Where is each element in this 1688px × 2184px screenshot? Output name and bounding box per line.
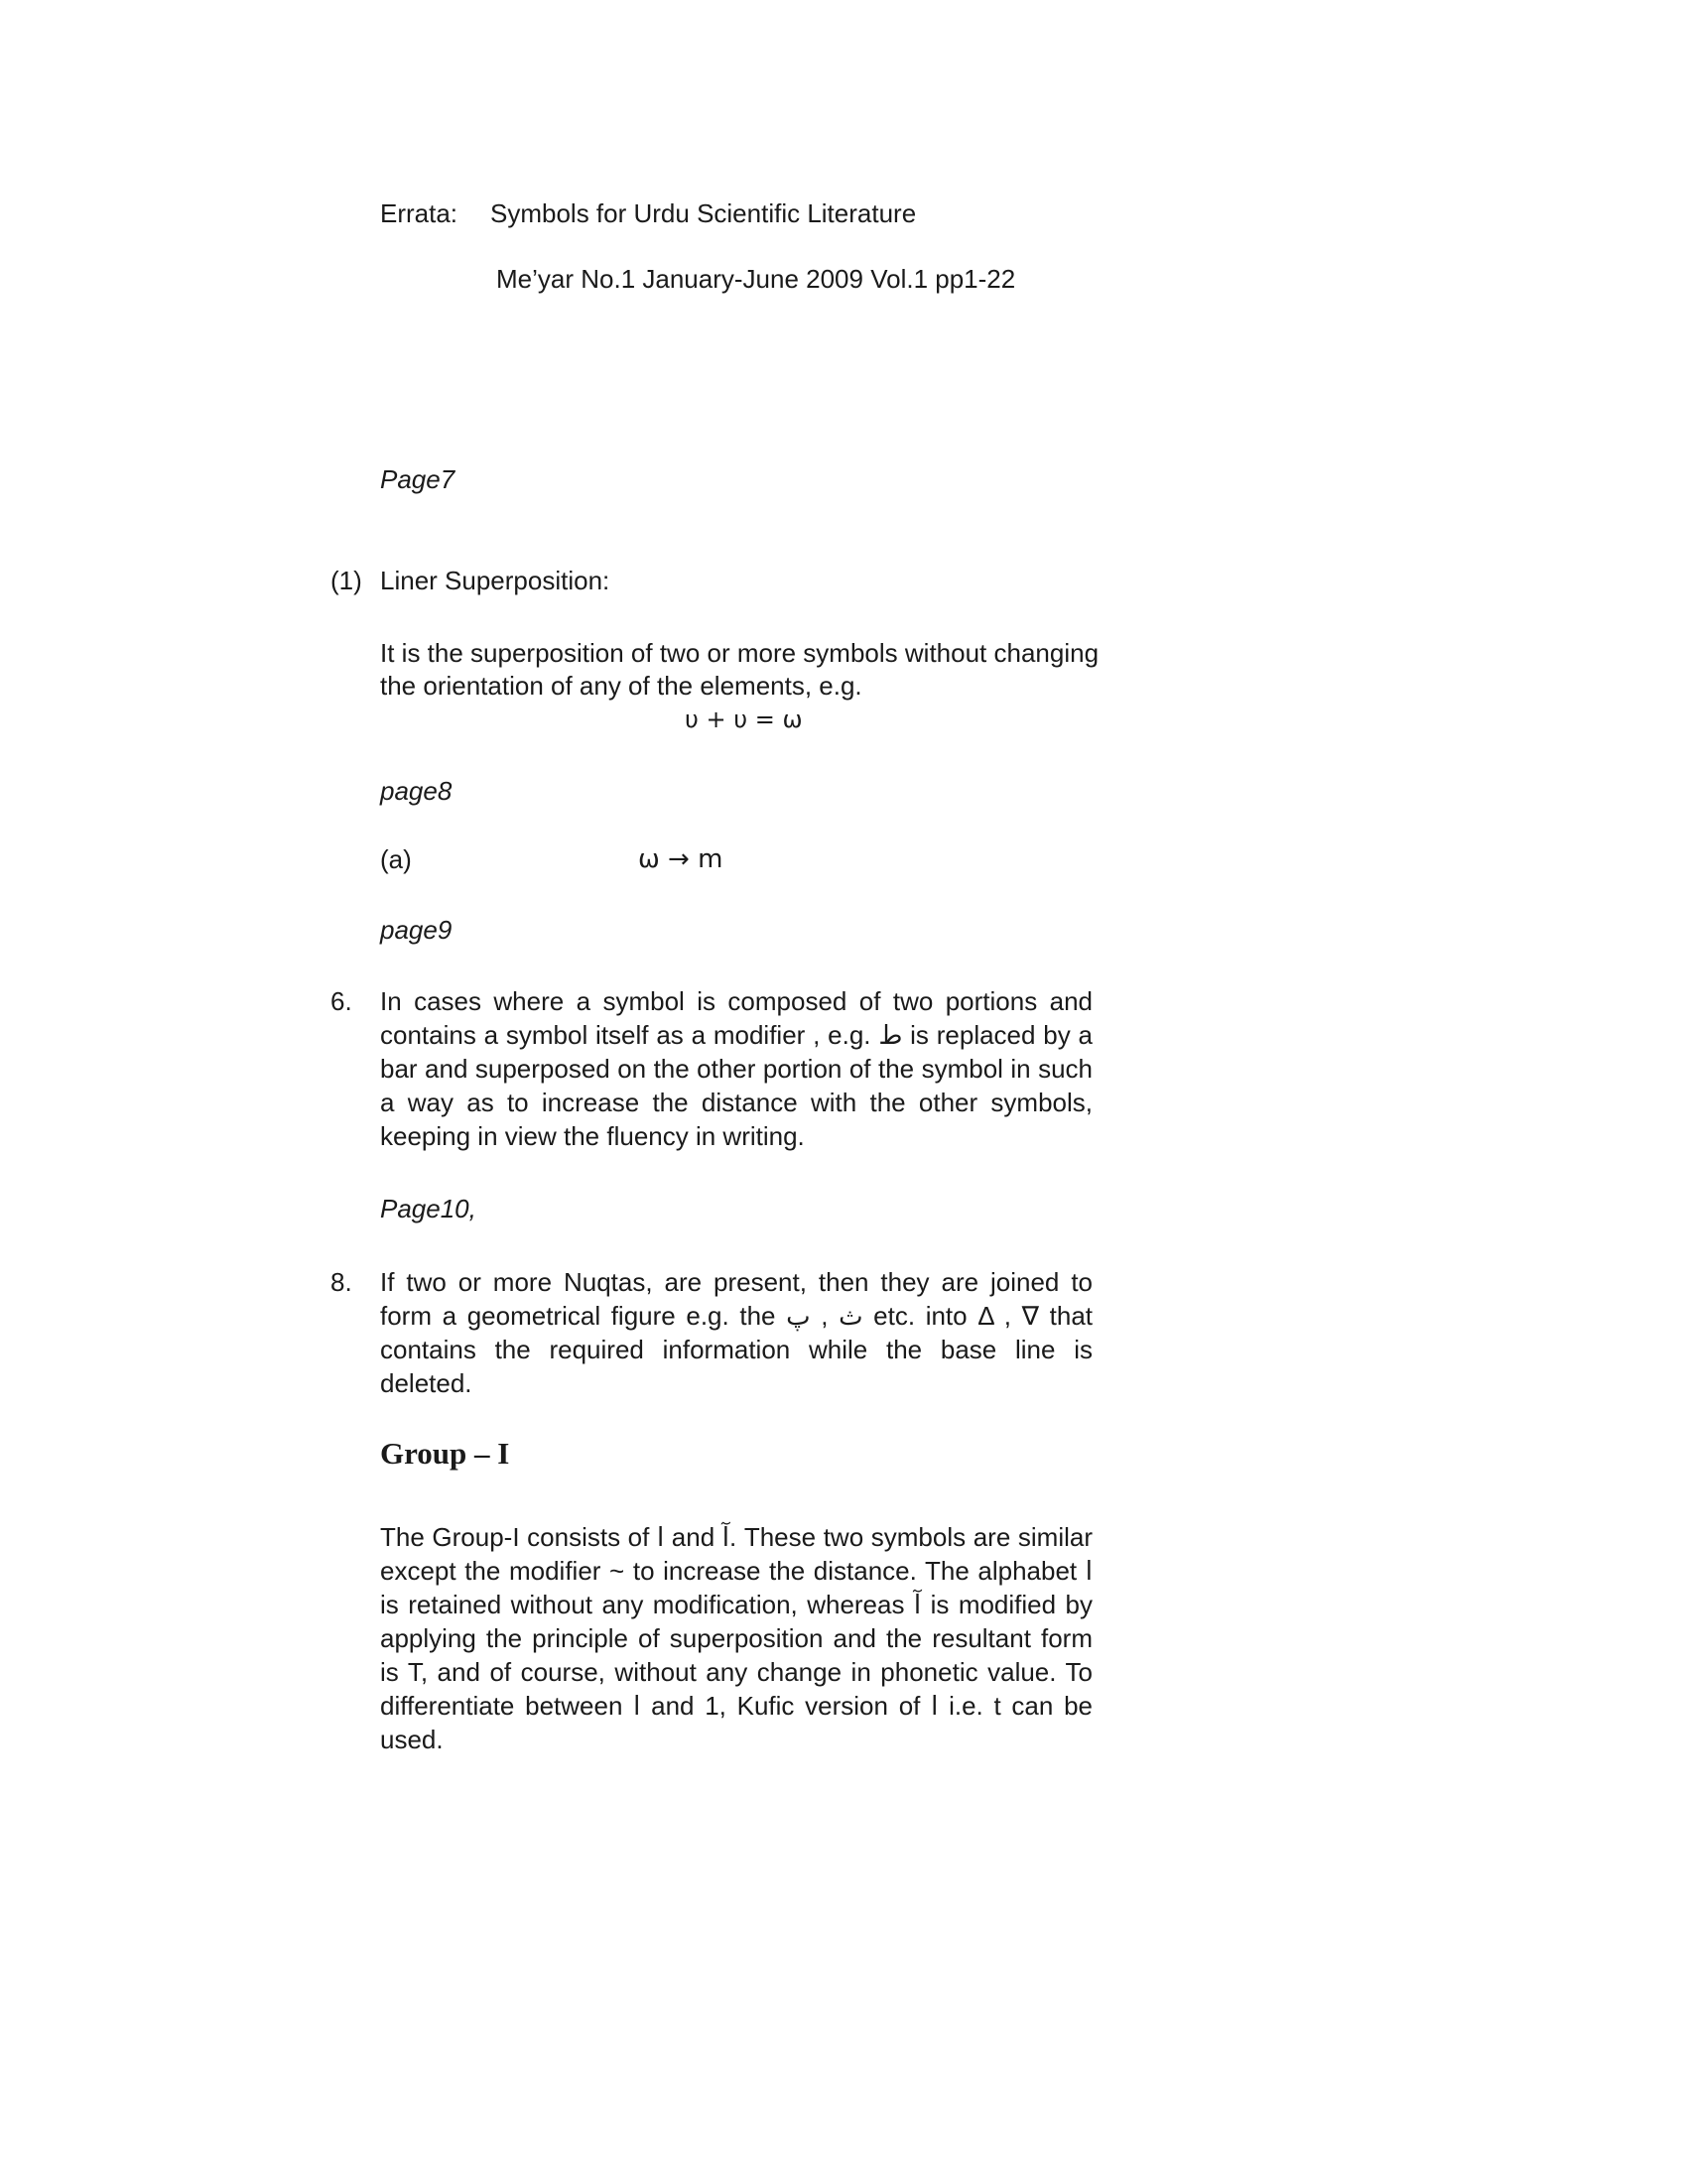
document-title: Symbols for Urdu Scientific Literature	[490, 198, 917, 228]
item-number: 6.	[330, 986, 352, 1016]
formula: υ + υ = ω	[685, 706, 803, 733]
section-heading: Group – I	[380, 1436, 510, 1471]
paragraph: In cases where a symbol is composed of two portions and contains a symbol itself as a modifier , e.g. ط is replaced by a bar and superposed on the other portion of the symbol in such a way as to increase the distance with the other symbols, keeping in view the fluency in writing.	[380, 986, 1093, 1151]
item-number: (1)	[330, 566, 362, 595]
paragraph-line: the orientation of any of the elements, e.g.	[380, 671, 862, 701]
page7-heading: Page7	[380, 464, 455, 494]
paragraph: The Group-I consists of ا and آ. These two symbols are similar except the modifier ~ to increase the distance. The alphabet ا is retained without any modification, whereas آ is modified by applying the principle of superposition and the resultant form is T, and of course, without any change in phonetic value. To differentiate between ا and 1, Kufic version of ا i.e. t can be used.	[380, 1522, 1093, 1754]
paragraph-line: It is the superposition of two or more symbols without changing	[380, 638, 1100, 668]
paragraph: If two or more Nuqtas, are present, then they are joined to form a geometrical figure e.g. the ث , پ etc. into Δ , ∇ that contains the required information while the base line is deleted.	[380, 1267, 1094, 1398]
item-label: (a)	[380, 844, 412, 874]
item-title: Liner Superposition:	[380, 566, 610, 595]
formula: ω → m	[638, 844, 723, 874]
errata-label: Errata:	[380, 198, 458, 228]
item-number: 8.	[330, 1267, 352, 1297]
page10-heading: Page10,	[380, 1194, 476, 1223]
page9-heading: page9	[380, 915, 453, 945]
citation: Me’yar No.1 January-June 2009 Vol.1 pp1-22	[496, 264, 1016, 294]
page8-heading: page8	[380, 776, 453, 806]
